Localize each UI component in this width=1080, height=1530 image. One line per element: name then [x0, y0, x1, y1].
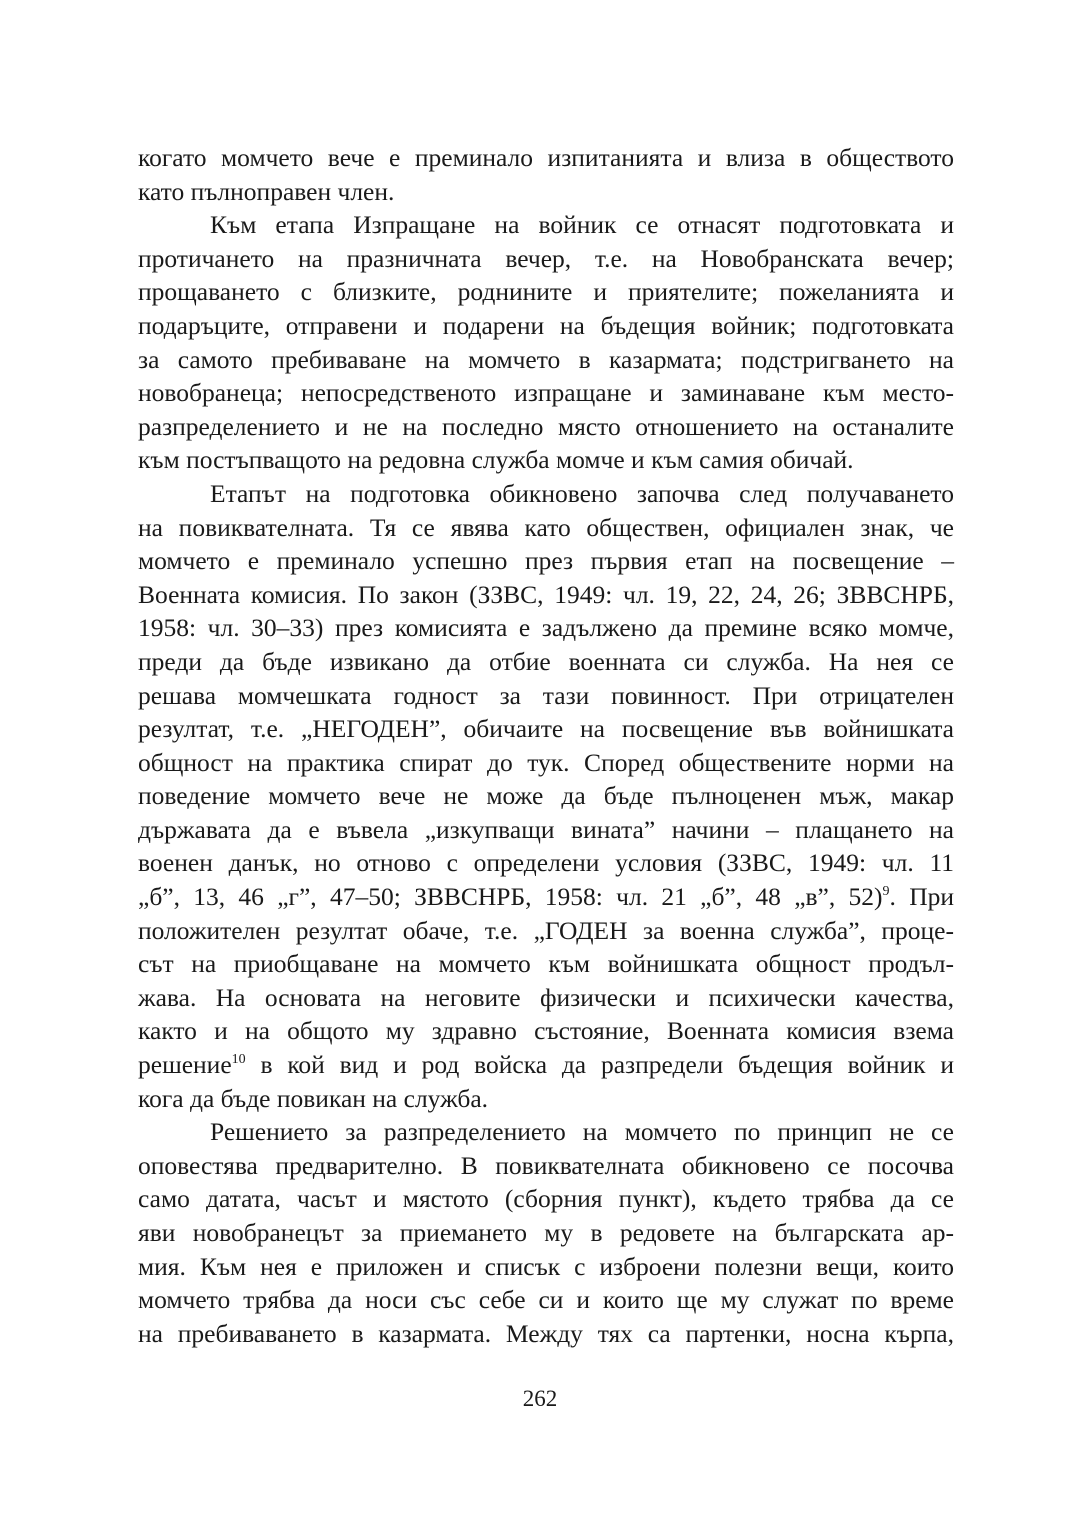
text-line: само датата, часът и мястото (сборния пункт), където трябва да се	[138, 1184, 954, 1214]
text-line: мия. Към нея е приложен и списък с изброени полезни вещи, които	[138, 1251, 954, 1281]
text-block	[138, 1082, 954, 1351]
text-line: общност на практика спират до тук. Според обществените норми на	[138, 747, 954, 777]
line-text: . При	[889, 882, 955, 912]
text-line: положителен резултат обаче, т.е. „ГОДЕН за военна служба”, проце-	[138, 915, 954, 945]
text-line: решава момчешката годност за тази повинност. При отрицателен	[138, 680, 954, 710]
text-line: разпределението и не на последно място отношението на останалите	[138, 411, 954, 441]
text-line: яви новобранецът за приемането му в редовете на българската ар-	[138, 1218, 954, 1247]
text-line: на повиквателната. Тя се явява като обществен, официален знак, че	[138, 512, 954, 542]
page-number: 262	[522, 1386, 558, 1411]
text-line: Военната комисия. По закон (ЗЗВС, 1949: чл. 19, 22, 24, 26; ЗВВСНРБ,	[138, 579, 954, 609]
text-line: държавата да е въвела „изкупващи вината” начини – плащането на	[138, 814, 954, 844]
text-line: момчето трябва да носи със себе си и които ще му служат по време	[138, 1285, 954, 1315]
text-line: Решението за разпределението на момчето по принцип не се	[210, 1117, 954, 1147]
text-line: жава. На основата на неговите физически и психически качества,	[138, 982, 954, 1012]
text-line: Към етапа Изпращане на войник се отнасят подготовката и	[210, 210, 954, 240]
text-line: поведение момчето вече не може да бъде пълноценен мъж, макар	[138, 781, 954, 811]
text-line: оповестява предварително. В повиквателната обикновено се посочва	[138, 1150, 954, 1180]
text-line: 1958: чл. 30–33) през комисията е задължено да премине всяко момче,	[138, 613, 954, 643]
text-block	[138, 141, 954, 880]
text-line: протичането на празничната вечер, т.е. на Новобранската вечер;	[138, 243, 954, 273]
text-line	[138, 880, 954, 914]
line-text: решение	[138, 1050, 232, 1080]
text-line: като пълноправен член.	[138, 176, 395, 206]
text-line: преди да бъде извикано да отбие военната си служба. На нея се	[138, 646, 954, 676]
text-line: военен данък, но отново с определени условия (ЗЗВС, 1949: чл. 11	[138, 848, 954, 878]
document-body	[138, 141, 954, 1350]
text-line	[138, 1048, 954, 1082]
text-line: когато момчето вече е преминало изпитанията и влиза в обществото	[138, 143, 954, 172]
text-line: сът на приобщаване на момчето към войнишката общност продъл-	[138, 949, 954, 979]
line-text: „б”, 13, 46 „г”, 47–50; ЗВВСНРБ, 1958: чл. 21 „б”, 48 „в”, 52)	[138, 882, 883, 912]
text-line: за самото пребиваване на момчето в казармата; подстригването на	[138, 344, 954, 374]
text-line: резултат, т.е. „НЕГОДЕН”, обичаите на посвещение във войнишката	[138, 714, 954, 744]
footnote-marker-9: 9	[882, 884, 890, 900]
text-line: новобранеца; непосредственото изпращане и заминаване към место-	[138, 378, 954, 408]
text-line: към постъпващото на редовна служба момче и към самия обичай.	[138, 445, 854, 475]
text-line: момчето е преминало успешно през първия етап на посвещение –	[138, 546, 954, 576]
footnote-marker-10: 10	[231, 1052, 246, 1068]
text-line: на пребиваването в казармата. Между тях са партенки, носна кърпа,	[138, 1318, 954, 1348]
text-line: кога да бъде повикан на служба.	[138, 1083, 489, 1113]
text-line: Етапът на подготовка обикновено започва след получаването	[210, 478, 954, 508]
text-line: прощаването с близките, роднините и приятелите; пожеланията и	[138, 277, 954, 307]
line-text: в кой вид и род войска да разпредели бъдещия войник и	[245, 1050, 954, 1080]
text-block	[138, 914, 954, 1048]
text-line: както и на общото му здравно състояние, Военната комисия взема	[138, 1016, 954, 1046]
text-line: подаръците, отправени и подарени на бъдещия войник; подготовката	[138, 310, 954, 340]
